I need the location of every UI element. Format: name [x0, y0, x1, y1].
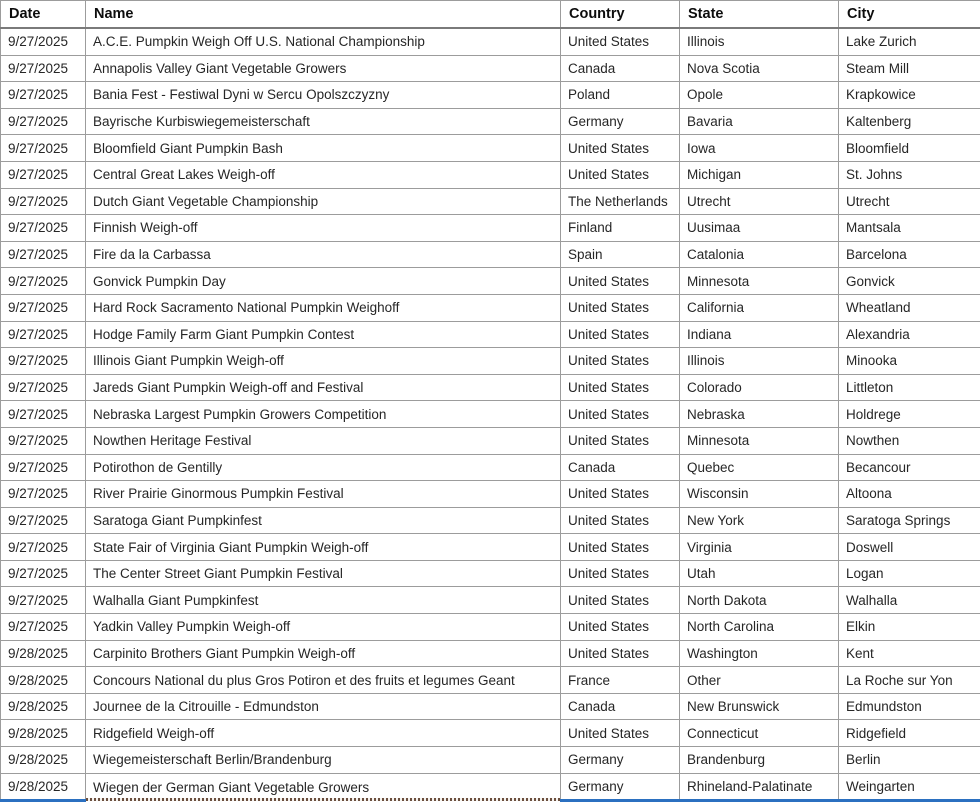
cell-country[interactable]: United States — [561, 587, 680, 614]
cell-city[interactable]: Alexandria — [839, 321, 980, 348]
cell-country[interactable]: United States — [561, 614, 680, 641]
cell-date[interactable]: 9/27/2025 — [1, 188, 86, 215]
cell-country[interactable]: United States — [561, 534, 680, 561]
cell-city[interactable]: Kent — [839, 640, 980, 667]
column-header-name[interactable]: Name — [86, 1, 561, 29]
cell-name[interactable]: Bloomfield Giant Pumpkin Bash — [86, 135, 561, 162]
cell-country[interactable]: United States — [561, 720, 680, 747]
cell-date[interactable]: 9/27/2025 — [1, 108, 86, 135]
table-row — [1, 534, 980, 561]
cell-date[interactable]: 9/27/2025 — [1, 321, 86, 348]
cell-country[interactable]: United States — [561, 348, 680, 375]
cell-country[interactable]: Germany — [561, 773, 680, 801]
cell-state[interactable]: Uusimaa — [680, 215, 839, 242]
cell-city[interactable]: Bloomfield — [839, 135, 980, 162]
table-row — [1, 108, 980, 135]
cell-state[interactable]: Nebraska — [680, 401, 839, 428]
cell-state[interactable]: Illinois — [680, 28, 839, 55]
cell-date[interactable]: 9/28/2025 — [1, 667, 86, 694]
cell-country[interactable]: United States — [561, 374, 680, 401]
cell-date[interactable]: 9/28/2025 — [1, 747, 86, 774]
table-row — [1, 55, 980, 82]
cell-city[interactable]: La Roche sur Yon — [839, 667, 980, 694]
cell-name[interactable]: Bayrische Kurbiswiegemeisterschaft — [86, 108, 561, 135]
table-row — [1, 401, 980, 428]
cell-state[interactable]: Catalonia — [680, 241, 839, 268]
cell-date[interactable]: 9/27/2025 — [1, 401, 86, 428]
cell-state[interactable]: North Carolina — [680, 614, 839, 641]
cell-state[interactable]: Indiana — [680, 321, 839, 348]
table-row — [1, 188, 980, 215]
cell-city[interactable]: Ridgefield — [839, 720, 980, 747]
cell-country[interactable]: United States — [561, 294, 680, 321]
table-row — [1, 773, 980, 801]
table-row — [1, 374, 980, 401]
cell-state[interactable]: Utah — [680, 560, 839, 587]
cell-country[interactable]: Germany — [561, 108, 680, 135]
cell-state[interactable]: Brandenburg — [680, 747, 839, 774]
cell-city[interactable]: Kaltenberg — [839, 108, 980, 135]
cell-date[interactable]: 9/27/2025 — [1, 241, 86, 268]
cell-country[interactable]: United States — [561, 268, 680, 295]
table-body — [1, 28, 980, 801]
cell-city[interactable]: Mantsala — [839, 215, 980, 242]
cell-date[interactable]: 9/27/2025 — [1, 82, 86, 109]
cell-city[interactable]: Saratoga Springs — [839, 507, 980, 534]
cell-name[interactable]: State Fair of Virginia Giant Pumpkin Weigh-off — [86, 534, 561, 561]
cell-date[interactable]: 9/27/2025 — [1, 587, 86, 614]
cell-date[interactable]: 9/27/2025 — [1, 481, 86, 508]
cell-city[interactable]: Logan — [839, 560, 980, 587]
cell-country[interactable]: Spain — [561, 241, 680, 268]
table-row — [1, 135, 980, 162]
cell-name[interactable]: Finnish Weigh-off — [86, 215, 561, 242]
header-row — [1, 1, 980, 29]
cell-city[interactable]: Utrecht — [839, 188, 980, 215]
cell-country[interactable]: United States — [561, 135, 680, 162]
cell-name[interactable]: The Center Street Giant Pumpkin Festival — [86, 560, 561, 587]
cell-country[interactable]: United States — [561, 507, 680, 534]
cell-state[interactable]: Colorado — [680, 374, 839, 401]
cell-name[interactable]: Walhalla Giant Pumpkinfest — [86, 587, 561, 614]
cell-date[interactable]: 9/27/2025 — [1, 454, 86, 481]
cell-country[interactable]: United States — [561, 161, 680, 188]
cell-country[interactable]: Canada — [561, 693, 680, 720]
table-row — [1, 747, 980, 774]
cell-country[interactable]: Finland — [561, 215, 680, 242]
cell-state[interactable]: Washington — [680, 640, 839, 667]
cell-date[interactable]: 9/27/2025 — [1, 560, 86, 587]
cell-date[interactable]: 9/27/2025 — [1, 507, 86, 534]
cell-name[interactable]: Carpinito Brothers Giant Pumpkin Weigh-off — [86, 640, 561, 667]
cell-state[interactable]: Quebec — [680, 454, 839, 481]
cell-country[interactable]: Poland — [561, 82, 680, 109]
cell-city[interactable]: Gonvick — [839, 268, 980, 295]
cell-state[interactable]: New York — [680, 507, 839, 534]
table-row — [1, 640, 980, 667]
cell-country[interactable]: Germany — [561, 747, 680, 774]
column-header-city[interactable]: City — [839, 1, 980, 29]
table-row — [1, 348, 980, 375]
cell-name[interactable]: Jareds Giant Pumpkin Weigh-off and Festival — [86, 374, 561, 401]
cell-name[interactable]: Potirothon de Gentilly — [86, 454, 561, 481]
cell-date[interactable]: 9/28/2025 — [1, 720, 86, 747]
column-header-date[interactable]: Date — [1, 1, 86, 29]
table-row — [1, 614, 980, 641]
cell-date[interactable]: 9/28/2025 — [1, 773, 86, 801]
cell-country[interactable]: France — [561, 667, 680, 694]
cell-date[interactable]: 9/27/2025 — [1, 215, 86, 242]
cell-name[interactable]: A.C.E. Pumpkin Weigh Off U.S. National Championship — [86, 28, 561, 55]
cell-state[interactable]: New Brunswick — [680, 693, 839, 720]
cell-country[interactable]: United States — [561, 640, 680, 667]
cell-state[interactable]: Wisconsin — [680, 481, 839, 508]
cell-name[interactable]: Fire da la Carbassa — [86, 241, 561, 268]
cell-state[interactable]: Rhineland-Palatinate — [680, 773, 839, 801]
cell-country[interactable]: United States — [561, 321, 680, 348]
cell-date[interactable]: 9/28/2025 — [1, 640, 86, 667]
table-row — [1, 587, 980, 614]
cell-date[interactable]: 9/27/2025 — [1, 427, 86, 454]
cell-country[interactable]: United States — [561, 560, 680, 587]
cell-name[interactable]: Bania Fest - Festiwal Dyni w Sercu Opolszczyzny — [86, 82, 561, 109]
table-row — [1, 454, 980, 481]
cell-state[interactable]: Virginia — [680, 534, 839, 561]
cell-name[interactable]: Hodge Family Farm Giant Pumpkin Contest — [86, 321, 561, 348]
cell-country[interactable]: Canada — [561, 454, 680, 481]
table-row — [1, 294, 980, 321]
cell-city[interactable]: Berlin — [839, 747, 980, 774]
cell-name[interactable]: Wiegemeisterschaft Berlin/Brandenburg — [86, 747, 561, 774]
cell-name[interactable]: Yadkin Valley Pumpkin Weigh-off — [86, 614, 561, 641]
cell-date[interactable]: 9/27/2025 — [1, 28, 86, 55]
cell-city[interactable]: St. Johns — [839, 161, 980, 188]
cell-name[interactable]: Concours National du plus Gros Potiron et des fruits et legumes Geant — [86, 667, 561, 694]
cell-state[interactable]: Other — [680, 667, 839, 694]
cell-country[interactable]: United States — [561, 427, 680, 454]
cell-country[interactable]: Canada — [561, 55, 680, 82]
cell-city[interactable]: Steam Mill — [839, 55, 980, 82]
cell-date[interactable]: 9/27/2025 — [1, 55, 86, 82]
cell-date[interactable]: 9/27/2025 — [1, 161, 86, 188]
cell-name[interactable]: Gonvick Pumpkin Day — [86, 268, 561, 295]
cell-name[interactable]: Saratoga Giant Pumpkinfest — [86, 507, 561, 534]
cell-city[interactable]: Weingarten — [839, 773, 980, 801]
table-row — [1, 241, 980, 268]
cell-country[interactable]: United States — [561, 401, 680, 428]
cell-country[interactable]: United States — [561, 28, 680, 55]
cell-state[interactable]: Michigan — [680, 161, 839, 188]
cell-city[interactable]: Elkin — [839, 614, 980, 641]
cell-date[interactable]: 9/27/2025 — [1, 534, 86, 561]
table-row — [1, 215, 980, 242]
cell-name[interactable]: Wiegen der German Giant Vegetable Growers — [86, 773, 561, 801]
cell-date[interactable]: 9/27/2025 — [1, 294, 86, 321]
cell-state[interactable]: North Dakota — [680, 587, 839, 614]
cell-city[interactable]: Altoona — [839, 481, 980, 508]
table-row — [1, 481, 980, 508]
cell-state[interactable]: Bavaria — [680, 108, 839, 135]
cell-city[interactable]: Holdrege — [839, 401, 980, 428]
cell-name[interactable]: Nebraska Largest Pumpkin Growers Competition — [86, 401, 561, 428]
table-row — [1, 427, 980, 454]
cell-city[interactable]: Edmundston — [839, 693, 980, 720]
cell-name[interactable]: River Prairie Ginormous Pumpkin Festival — [86, 481, 561, 508]
cell-date[interactable]: 9/27/2025 — [1, 614, 86, 641]
cell-name[interactable]: Dutch Giant Vegetable Championship — [86, 188, 561, 215]
cell-name[interactable]: Central Great Lakes Weigh-off — [86, 161, 561, 188]
cell-city[interactable]: Krapkowice — [839, 82, 980, 109]
cell-date[interactable]: 9/27/2025 — [1, 374, 86, 401]
cell-state[interactable]: Minnesota — [680, 268, 839, 295]
cell-state[interactable]: Nova Scotia — [680, 55, 839, 82]
cell-name[interactable]: Ridgefield Weigh-off — [86, 720, 561, 747]
cell-state[interactable]: Utrecht — [680, 188, 839, 215]
cell-name[interactable]: Nowthen Heritage Festival — [86, 427, 561, 454]
cell-city[interactable]: Minooka — [839, 348, 980, 375]
cell-city[interactable]: Becancour — [839, 454, 980, 481]
cell-name[interactable]: Journee de la Citrouille - Edmundston — [86, 693, 561, 720]
cell-state[interactable]: Opole — [680, 82, 839, 109]
cell-country[interactable]: The Netherlands — [561, 188, 680, 215]
cell-state[interactable]: Illinois — [680, 348, 839, 375]
column-header-country[interactable]: Country — [561, 1, 680, 29]
cell-city[interactable]: Lake Zurich — [839, 28, 980, 55]
table-row — [1, 268, 980, 295]
cell-state[interactable]: Connecticut — [680, 720, 839, 747]
table-row — [1, 28, 980, 55]
cell-city[interactable]: Nowthen — [839, 427, 980, 454]
cell-city[interactable]: Doswell — [839, 534, 980, 561]
table-row — [1, 667, 980, 694]
cell-date[interactable]: 9/27/2025 — [1, 268, 86, 295]
table-row — [1, 560, 980, 587]
table-row — [1, 321, 980, 348]
cell-country[interactable]: United States — [561, 481, 680, 508]
table-row — [1, 693, 980, 720]
cell-city[interactable]: Barcelona — [839, 241, 980, 268]
cell-city[interactable]: Littleton — [839, 374, 980, 401]
table-row — [1, 507, 980, 534]
cell-name[interactable]: Illinois Giant Pumpkin Weigh-off — [86, 348, 561, 375]
cell-state[interactable]: Iowa — [680, 135, 839, 162]
table-row — [1, 161, 980, 188]
cell-date[interactable]: 9/27/2025 — [1, 135, 86, 162]
table-row — [1, 720, 980, 747]
cell-name[interactable]: Hard Rock Sacramento National Pumpkin Weighoff — [86, 294, 561, 321]
cell-city[interactable]: Walhalla — [839, 587, 980, 614]
cell-city[interactable]: Wheatland — [839, 294, 980, 321]
cell-name[interactable]: Annapolis Valley Giant Vegetable Growers — [86, 55, 561, 82]
cell-date[interactable]: 9/28/2025 — [1, 693, 86, 720]
cell-state[interactable]: California — [680, 294, 839, 321]
cell-date[interactable]: 9/27/2025 — [1, 348, 86, 375]
column-header-state[interactable]: State — [680, 1, 839, 29]
table-row — [1, 82, 980, 109]
cell-state[interactable]: Minnesota — [680, 427, 839, 454]
